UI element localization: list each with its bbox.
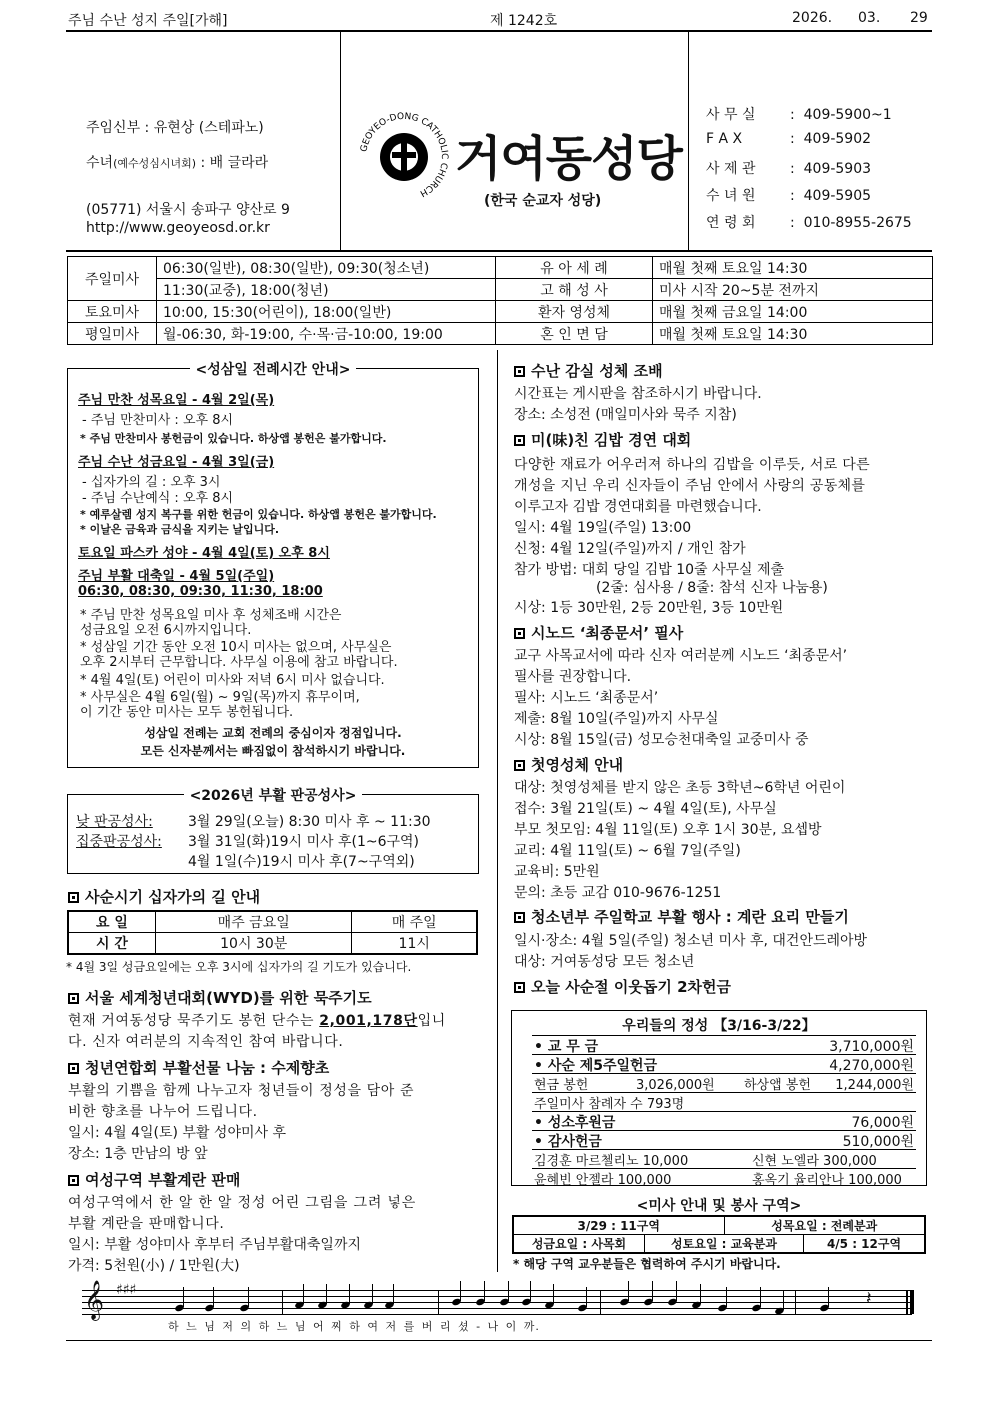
youth-easter-heading: 청소년부 주일학교 부활 행사 : 계란 요리 만들기 (514, 906, 849, 927)
sisters-name: : 배 글라라 (196, 155, 269, 171)
final-barline-icon (910, 1290, 914, 1314)
section-bullet-icon (514, 366, 525, 377)
youth-gift-heading: 청년연합회 부활선물 나눔 : 수제향초 (68, 1057, 329, 1078)
service-cell: 4/5 : 12구역 (804, 1235, 926, 1254)
column-divider (497, 350, 498, 1272)
section-bullet-icon (514, 760, 525, 771)
sunday-mass-times-1: 06:30(일반), 08:30(일반), 09:30(청소년) (157, 257, 496, 279)
thu-mass: - 주님 만찬미사 : 오후 8시 (82, 413, 234, 428)
church-logo (357, 110, 451, 204)
youth-gift-line: 일시: 4월 4일(토) 부활 성야미사 후 (68, 1125, 286, 1141)
liturgical-day: 주님 수난 성지 주일[가해] (68, 13, 228, 29)
section-bullet-icon (68, 1063, 79, 1074)
fri-stations: - 십자가의 길 : 오후 3시 (82, 475, 221, 490)
treble-clef-icon: 𝄞 (84, 1280, 105, 1320)
service-cell: 성목요일 : 전례분과 (724, 1216, 925, 1235)
wyd-heading: 서울 세계청년대회(WYD)를 위한 묵주기도 (68, 987, 372, 1008)
service-table (512, 1215, 926, 1254)
youth-easter-line: 대상: 거여동성당 모든 청소년 (514, 954, 695, 970)
day-confession-label: 낮 판공성사: (76, 814, 153, 830)
women-eggs-heading: 여성구역 부활계란 판매 (68, 1169, 240, 1190)
weekday-mass-label: 평일미사 (68, 323, 157, 345)
section-bullet-icon (68, 1175, 79, 1186)
confession-title: <2026년 부활 판공성사> (68, 785, 478, 805)
date-day: 29 (910, 10, 928, 26)
kimbap-line: (2줄: 심사용 / 8줄: 참석 신자 나눔용) (596, 580, 828, 596)
section-bullet-icon (514, 982, 525, 993)
sisters-prefix: 수녀 (86, 155, 114, 171)
women-eggs-line: 부활 계란을 판매합니다. (68, 1216, 225, 1232)
note-stem (349, 1284, 350, 1304)
sacrament-value: 매월 첫째 토요일 14:30 (653, 257, 933, 279)
header-rule (66, 30, 932, 32)
stations-day-label: 요 일 (68, 911, 156, 933)
barline-icon (795, 1290, 796, 1314)
note-stem (183, 1287, 184, 1307)
saturday-mass-times: 10:00, 15:30(어린이), 18:00(일반) (157, 301, 496, 323)
note-stem (530, 1281, 531, 1301)
fri-title: 주님 수난 성금요일 - 4월 3일(금) (78, 455, 275, 470)
holy-week-box (67, 362, 479, 768)
day-confession-value: 3월 29일(오늘) 8:30 미사 후 ~ 11:30 (188, 814, 431, 830)
note-stem (586, 1287, 587, 1307)
date-month: 03. (858, 10, 881, 26)
footer-rule (66, 1340, 932, 1341)
note-stem (676, 1281, 677, 1301)
offerings-title: 우리들의 정성 【3/16-3/22】 (622, 1018, 816, 1034)
barline-icon (906, 1290, 908, 1314)
sisters-line (86, 152, 268, 172)
stations-sunday-time: 11시 (352, 933, 477, 955)
sacrament-label: 혼 인 면 담 (496, 323, 653, 345)
kimbap-line: 일시: 4월 19일(주일) 13:00 (514, 520, 692, 536)
women-eggs-line: 가격: 5천원(小) / 1만원(大) (68, 1258, 240, 1274)
offering-row: • 사순 제5주일헌금 4,270,000원 (532, 1055, 916, 1074)
service-note: * 해당 구역 교우분들은 협력하여 주시기 바랍니다. (513, 1257, 781, 1271)
donor-row: 김경훈 마르첼리노 10,000 신현 노엘라 300,000 (532, 1150, 916, 1169)
note-stem (213, 1287, 214, 1307)
weekday-mass-times: 월-06:30, 화-19:00, 수·목·금-10:00, 19:00 (157, 323, 496, 345)
key-signature-icon: ♯♯♯ (116, 1282, 137, 1298)
service-cell: 3/29 : 11구역 (513, 1216, 724, 1235)
sacrament-value: 매월 첫째 토요일 14:30 (653, 323, 933, 345)
holy-week-closing-1: 성삼일 전례는 교회 전례의 중심이자 정점입니다. (144, 726, 402, 740)
fri-note-1: * 예루살렘 성지 복구를 위한 헌금이 있습니다. 하상앱 봉헌은 불가합니다. (80, 508, 437, 521)
sisters-order: (예수성심시녀회) (113, 157, 197, 170)
note-stem (726, 1287, 727, 1307)
group-confession-label: 집중판공성사: (76, 834, 162, 850)
masthead-divider-left (340, 32, 341, 250)
communion-line: 교리: 4월 11일(토) ~ 6월 7일(주일) (514, 843, 741, 859)
holy-week-title: <성삼일 전례시간 안내> (68, 359, 478, 379)
svg-text:GEOYEO-DONG CATHOLIC CHURCH: GEOYEO-DONG CATHOLIC CHURCH (359, 111, 450, 199)
section-bullet-icon (514, 628, 525, 639)
note-stem (326, 1284, 327, 1304)
church-website[interactable]: http://www.geoyeosd.or.kr (86, 220, 270, 236)
offerings-list (532, 1035, 916, 1187)
sun-title: 주님 부활 대축일 - 4월 5일(주일) (78, 569, 275, 584)
sunday-mass-times-2: 11:30(교중), 18:00(청년) (157, 279, 496, 301)
synod-line: 필사를 권장합니다. (514, 669, 632, 685)
kimbap-line: 이루고자 김밥 경연대회를 마련했습니다. (514, 499, 762, 515)
note-stem (628, 1281, 629, 1301)
stations-note: * 4월 3일 성금요일에는 오후 3시에 십자가의 길 기도가 있습니다. (66, 960, 412, 974)
offering-row: • 성소후원금 76,000원 (532, 1112, 916, 1131)
offering-row: • 감사헌금 510,000원 (532, 1131, 916, 1150)
contact-row: 수 녀 원 : 409-5905 (706, 188, 872, 204)
note-stem (828, 1287, 829, 1307)
holy-week-note: * 사무실은 4월 6일(월) ~ 9일(목)까지 휴무이며, (80, 690, 360, 705)
communion-heading: 첫영성체 안내 (514, 754, 623, 775)
masthead-divider-right (688, 32, 689, 250)
communion-line: 교육비: 5만원 (514, 864, 600, 880)
contact-row: 사 무 실 : 409-5900~1 (706, 107, 892, 123)
sacrament-label: 환자 영성체 (496, 301, 653, 323)
offering-row: • 교 무 금 3,710,000원 (532, 1036, 916, 1055)
note-stem (783, 1290, 784, 1310)
kimbap-line: 시상: 1등 30만원, 2등 20만원, 3등 10만원 (514, 600, 784, 616)
note-stem (372, 1284, 373, 1304)
saturday-mass-label: 토요미사 (68, 301, 157, 323)
rest-icon: 𝄽 (866, 1288, 872, 1309)
issue-number: 제 1242호 (490, 13, 558, 29)
barline-icon (600, 1290, 601, 1314)
synod-heading: 시노드 ‘최종문서’ 필사 (514, 622, 683, 643)
service-cell: 성토요일 : 교육분과 (645, 1235, 804, 1254)
youth-easter-line: 일시·장소: 4월 5일(주일) 청소년 미사 후, 대건안드레아방 (514, 933, 868, 949)
wyd-line-2: 다. 신자 여러분의 지속적인 참여 바랍니다. (68, 1034, 344, 1050)
stations-heading: 사순시기 십자가의 길 안내 (68, 886, 260, 907)
note-stem (700, 1284, 701, 1304)
communion-line: 접수: 3월 21일(토) ~ 4월 4일(토), 사무실 (514, 801, 777, 817)
stations-sunday: 매 주일 (352, 911, 477, 933)
note-stem (553, 1284, 554, 1304)
thu-note: * 주님 만찬미사 봉헌금이 있습니다. 하상앱 봉헌은 불가합니다. (80, 432, 387, 445)
holy-week-note: * 주님 만찬 성목요일 미사 후 성체조배 시간은 (80, 608, 342, 623)
wyd-line-1: 현재 거여동성당 묵주기도 봉헌 단수는 2,001,178단입니 (68, 1013, 446, 1029)
group-confession-value-2: 4월 1일(수)19시 미사 후(7~구역외) (188, 854, 415, 870)
donor-row: 윤혜빈 안젤라 100,000 홍옥기 율리안나 100,000 (534, 1173, 902, 1188)
section-bullet-icon (68, 892, 79, 903)
group-confession-value-1: 3월 31일(화)19시 미사 후(1~6구역) (188, 834, 419, 850)
masthead-rule (66, 250, 932, 252)
staff-line (82, 1296, 912, 1297)
note-stem (652, 1281, 653, 1301)
sacrament-value: 매월 첫째 금요일 14:00 (653, 301, 933, 323)
service-title: <미사 안내 및 봉사 구역> (636, 1198, 802, 1214)
note-stem (460, 1281, 461, 1301)
holy-week-note: 오후 2시부터 근무합니다. 사무실 이용에 참고 바랍니다. (80, 655, 398, 670)
holy-week-note: 이 기간 동안 미사는 모두 봉헌됩니다. (80, 705, 294, 720)
mass-schedule-table (67, 256, 933, 345)
holy-week-note: * 성삼일 기간 동안 오전 10시 미사는 없으며, 사무실은 (80, 640, 392, 655)
section-bullet-icon (514, 435, 525, 446)
communion-line: 부모 첫모임: 4월 11일(토) 오후 1시 30분, 요셉방 (514, 822, 822, 838)
adoration-heading: 수난 감실 성체 조배 (514, 360, 663, 381)
stations-time-label: 시 간 (68, 933, 156, 955)
sun-times: 06:30, 08:30, 09:30, 11:30, 18:00 (78, 584, 323, 599)
offerings-box (511, 1010, 927, 1186)
date-year: 2026. (792, 10, 833, 26)
contact-row: F A X : 409-5902 (706, 131, 872, 147)
staff-line (82, 1302, 912, 1303)
sacrament-label: 유 아 세 례 (496, 257, 653, 279)
fri-passion: - 주님 수난예식 : 오후 8시 (82, 491, 234, 506)
service-cell: 성금요일 : 사목회 (513, 1235, 645, 1254)
women-eggs-line: 여성구역에서 한 알 한 알 정성 어린 그림을 그려 넣은 (68, 1195, 417, 1211)
stations-table (67, 910, 478, 955)
church-logo-icon (357, 110, 451, 204)
staff-line (82, 1314, 912, 1315)
note-stem (393, 1284, 394, 1304)
stations-friday: 매주 금요일 (156, 911, 352, 933)
section-bullet-icon (514, 912, 525, 923)
church-name: 거여동성당 (455, 131, 682, 187)
music-lyrics: 하 느 님 저 의 하 느 님 어 찌 하 여 저 를 버 리 셨 - 나 이 까. (168, 1320, 540, 1333)
holy-week-note: * 4월 4일(토) 어린이 미사와 저녁 6시 미사 없습니다. (80, 673, 385, 688)
offering-split-row: 현금 봉헌 3,026,000원 하상앱 봉헌 1,244,000원 (532, 1074, 916, 1093)
note-stem (484, 1281, 485, 1301)
kimbap-heading: 미(味)친 김밥 경연 대회 (514, 429, 691, 450)
sacrament-value: 미사 시작 20~5분 전까지 (653, 279, 933, 301)
communion-line: 문의: 초등 교감 010-9676-1251 (514, 885, 722, 901)
barline-icon (282, 1290, 283, 1314)
holy-week-closing-2: 모든 신자분께서는 빠짐없이 참석하시기 바랍니다. (140, 744, 406, 758)
note-stem (303, 1284, 304, 1304)
pastor: 주임신부 : 유현상 (스테파노) (86, 120, 264, 136)
communion-line: 대상: 첫영성체를 받지 않은 초등 3학년~6학년 어린이 (514, 780, 846, 796)
note-stem (508, 1281, 509, 1301)
church-address: (05771) 서울시 송파구 양산로 9 (86, 202, 290, 218)
youth-gift-line: 비한 향초를 나누어 드립니다. (68, 1104, 258, 1120)
confession-box (67, 788, 479, 874)
stations-friday-time: 10시 30분 (156, 933, 352, 955)
synod-line: 교구 사목교서에 따라 신자 여러분께 시노드 ‘최종문서’ (514, 648, 848, 664)
kimbap-line: 다양한 재료가 어우러져 하나의 김밥을 이루듯, 서로 다른 (514, 457, 870, 473)
sacrament-label: 고 해 성 사 (496, 279, 653, 301)
adoration-line: 시간표는 게시판을 참조하시기 바랍니다. (514, 386, 762, 402)
fri-note-2: * 이날은 금육과 금식을 지키는 날입니다. (80, 523, 280, 536)
synod-line: 필사: 시노드 ‘최종문서’ (514, 690, 659, 706)
youth-gift-line: 부활의 기쁨을 함께 나누고자 청년들이 정성을 담아 준 (68, 1083, 415, 1099)
synod-line: 시상: 8월 15일(금) 성모승천대축일 교중미사 중 (514, 732, 809, 748)
note-stem (760, 1287, 761, 1307)
holy-week-note: 성금요일 오전 6시까지입니다. (80, 623, 252, 638)
staff-line (82, 1290, 912, 1291)
sat-title: 토요일 파스카 성야 - 4월 4일(토) 오후 8시 (78, 546, 330, 561)
kimbap-line: 개성을 지닌 우리 신자들이 주님 안에서 사랑의 공동체를 (514, 478, 866, 494)
attendance-row: 주일미사 참례자 수 793명 (532, 1093, 916, 1112)
church-subtitle: (한국 순교자 성당) (484, 193, 602, 209)
women-eggs-line: 일시: 부활 성야미사 후부터 주님부활대축일까지 (68, 1237, 361, 1253)
thu-title: 주님 만찬 성목요일 - 4월 2일(목) (78, 393, 275, 408)
second-collection-heading: 오늘 사순절 이웃돕기 2차헌금 (514, 976, 731, 997)
contact-row: 사 제 관 : 409-5903 (706, 161, 872, 177)
section-bullet-icon (68, 993, 79, 1004)
note-stem (248, 1287, 249, 1307)
barline-icon (438, 1290, 439, 1314)
contact-row: 연 령 회 : 010-8955-2675 (706, 215, 912, 231)
synod-line: 제출: 8월 10일(주일)까지 사무실 (514, 711, 719, 727)
adoration-line: 장소: 소성전 (매일미사와 묵주 지참) (514, 407, 737, 423)
youth-gift-line: 장소: 1층 만남의 방 앞 (68, 1146, 208, 1162)
kimbap-line: 신청: 4월 12일(주일)까지 / 개인 참가 (514, 541, 746, 557)
sunday-mass-label: 주일미사 (68, 257, 157, 301)
kimbap-line: 참가 방법: 대회 당일 김밥 10줄 사무실 제출 (514, 562, 785, 578)
